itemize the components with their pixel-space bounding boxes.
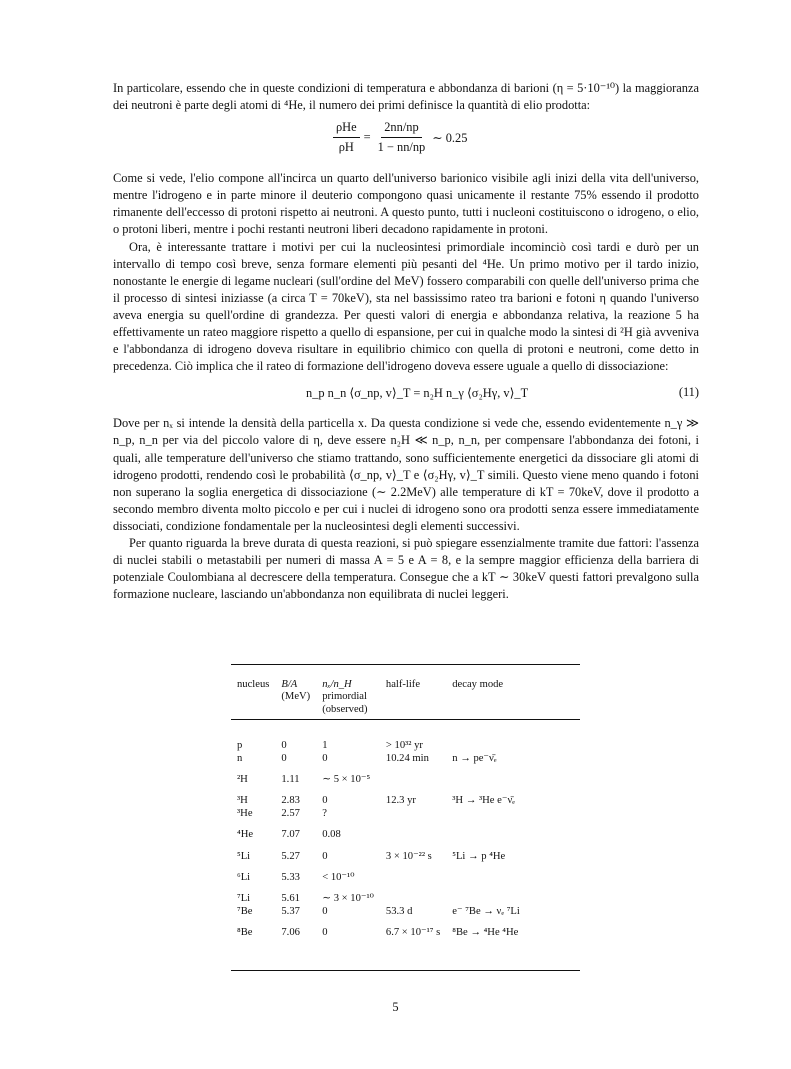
nuclei-table (231, 665, 526, 952)
cell-halflife: 3 × 10⁻²² s (385, 850, 432, 862)
fraction-neutrons (375, 120, 429, 155)
cell-nucleus: p (237, 740, 243, 752)
cell-halflife (380, 884, 446, 905)
cell-decay (446, 765, 526, 786)
cell-nucleus: ⁷Be (237, 905, 253, 917)
cell-ba: 7.07 (281, 829, 300, 841)
frac-den: ρH (338, 140, 354, 155)
header-halflife: half-life (385, 679, 421, 690)
header-nucleus: nucleus (237, 679, 270, 690)
cell-ba: 1.11 (281, 774, 300, 786)
cell-nucleus: ²H (237, 774, 248, 786)
paragraph-4: Dove per nₓ si intende la densità della particella x. Da questa condizione si vede che, essendo evidentemente n_γ ≫ n_p, n_n per via del piccolo valore di η, deve essere n₂H ≪ n_p, n_n, per compensare l'abbondanza dei fotoni, i quali, alle temperature dell'universo che stiamo trattando, sono sufficientemente energetici da dissociare gli atomi di idrogeno prodotti, rendendo così le probabilità ⟨σ_np, v⟩_T e ⟨σ₂Hγ, v⟩_T simili. Questo viene meno quando i fotoni non superano la soglia energetica di dissociazione (∼ 2.2MeV) alle temperature di kT = 70keV, dove il prodotto a secondo membro diventa molto piccolo e per cui i nuclei di idrogeno sono ora prodotti senza essere immediatamente dissociati, condizione fondamentale per la nucleosintesi degli elementi successivi. (113, 416, 699, 533)
cell-ba: 0 (281, 740, 287, 752)
cell-ratio: 0.08 (322, 829, 341, 841)
cell-ba: 5.27 (281, 850, 300, 862)
cell-ratio: 0 (322, 752, 328, 764)
cell-halflife (380, 863, 446, 884)
frac-num: ρHe (333, 120, 360, 138)
header-ratio (316, 665, 380, 730)
table-row (231, 730, 526, 752)
cell-ba: 0 (281, 752, 287, 764)
cell-nucleus: n (237, 752, 243, 764)
paragraph-1: In particolare, essendo che in queste condizioni di temperatura e abbondanza di barioni (η = 5·10⁻¹⁰) la maggioranza dei neutroni è parte degli atomi di ⁴He, il numero dei primi definisce la quantità di elio prodotta: (113, 81, 699, 113)
table-row (231, 786, 526, 807)
equation-body: n_p n_n ⟨σ_np, v⟩_T = n₂H n_γ ⟨σ₂Hγ, v⟩_T (306, 386, 529, 401)
table-row (231, 884, 526, 905)
fraction-density (333, 120, 360, 155)
table-row (231, 918, 526, 951)
cell-ratio: 0 (322, 927, 328, 939)
table-header-row (231, 665, 526, 730)
table-row (231, 765, 526, 786)
paragraph-2: Come si vede, l'elio compone all'incirca un quarto dell'universo barionico visibile agli inizi della vita dell'universo, mentre l'idrogeno e in parte minore il deuterio compongono quasi unicamente il restante 75% essendo il prodotto rimanente dell'eccesso di protoni rispetto ai neutroni. A questo punto, tutti i nucleoni costituiscono o idrogeno, o elio, o protoni liberi, mentre i pochi restanti neutroni liberi decadono rapidamente in protoni. (113, 171, 699, 237)
table-row (231, 753, 526, 765)
cell-ratio: 0 (322, 795, 328, 807)
cell-nucleus: ⁸Be (237, 927, 253, 939)
header-ba-line1: B/A (281, 679, 298, 690)
cell-decay: e⁻ ⁷Be → νₑ ⁷Li (452, 905, 520, 917)
cell-halflife (380, 820, 446, 841)
header-ratio-line1: nₓ/n_H (322, 679, 352, 690)
cell-decay (446, 863, 526, 884)
cell-halflife: 12.3 yr (385, 795, 416, 807)
cell-halflife: 6.7 × 10⁻¹⁷ s (385, 927, 441, 939)
header-decay: decay mode (452, 679, 504, 690)
cell-decay (446, 730, 526, 752)
table-row (231, 808, 526, 820)
cell-halflife: > 10³² yr (385, 740, 423, 752)
cell-ratio: ? (322, 807, 327, 819)
equation-number: (11) (678, 385, 699, 400)
header-ratio-line2: primordial (322, 691, 367, 703)
cell-halflife (380, 765, 446, 786)
cell-ratio: ∼ 3 × 10⁻¹⁰ (322, 893, 374, 905)
page-number: 5 (392, 1000, 399, 1014)
equation-helium-fraction: $\frac{\text{ρHe}}{\rho H}$ = $\frac{2nn/np}{1 - nn/np}$ ∼ 0.25 (113, 114, 699, 170)
cell-halflife (380, 808, 446, 820)
cell-ratio: ∼ 5 × 10⁻⁵ (322, 774, 371, 786)
cell-nucleus: ⁶Li (237, 872, 251, 884)
header-ratio-line3: (observed) (322, 703, 368, 715)
table-row (231, 906, 526, 918)
cell-ba: 5.37 (281, 905, 300, 917)
table-rule-bottom (231, 970, 580, 971)
table-row (231, 863, 526, 884)
cell-halflife: 10.24 min (385, 752, 429, 764)
cell-ratio: 0 (322, 905, 328, 917)
cell-nucleus: ⁴He (237, 829, 254, 841)
cell-ba: 2.83 (281, 795, 300, 807)
cell-decay (446, 808, 526, 820)
frac-num: 2nn/np (381, 120, 421, 138)
cell-ratio: 1 (322, 740, 328, 752)
equation-11 (113, 375, 699, 415)
cell-decay (446, 884, 526, 905)
paragraph-3: Ora, è interessante trattare i motivi per cui la nucleosintesi primordiale incominciò così tardi e durò per un intervallo di tempo così breve, senza formare elementi più pesanti del ⁴He. Un primo motivo per il tardo inizio, nonostante le energie di legame nucleari (sull'ordine del MeV) fossero comparabili con quelle dell'universo prima che il processo di sintesi iniziasse (a circa T = 70keV), sta nel bassissimo rateo tra barioni e fotoni η quando l'universo aveva energia su quell'ordine di grandezza. Per questi valori di energia e abbondanza relativa, la reazione 5 ha effettivamente un rateo maggiore rispetto a quello di espansione, per cui in qualche modo la sintesi di ²H già avveniva e l'abbondanza di idrogeno doveva risultare in equilibrio chimico con quella di protoni e neutroni, come detto in precedenza. Ciò implica che il rateo di formazione dell'idrogeno doveva essere uguale a quello di dissociazione: (113, 239, 699, 374)
page-body (113, 80, 699, 603)
cell-ratio: < 10⁻¹⁰ (322, 872, 355, 884)
cell-nucleus: ³He (237, 807, 253, 819)
cell-halflife: 53.3 d (385, 905, 413, 917)
cell-decay (446, 820, 526, 841)
header-ba-line2: (MeV) (281, 691, 311, 703)
cell-decay: ⁸Be → ⁴He ⁴He (452, 927, 519, 939)
table-row (231, 820, 526, 841)
cell-decay: ⁵Li → p ⁴He (452, 850, 506, 862)
cell-ba: 5.33 (281, 872, 300, 884)
equation-result: ∼ 0.25 (432, 130, 468, 145)
table-row (231, 842, 526, 863)
paragraph-5: Per quanto riguarda la breve durata di questa reazioni, si può spiegare essenzialmente tramite due fattori: l'assenza di nuclei stabili o metastabili per numeri di massa A = 5 e A = 8, e la sempre maggior efficienza della barriera di potenziale Coulombiana al decrescere della temperatura. Consegue che a kT ∼ 30keV questi fattori prevalgono sulla formazione nucleare, lasciando un'abbondanza non equilibrata di nuclei leggeri. (113, 535, 699, 602)
header-binding-energy (275, 665, 316, 730)
cell-ratio: 0 (322, 850, 328, 862)
cell-ba: 2.57 (281, 807, 300, 819)
cell-nucleus: ⁵Li (237, 850, 251, 862)
cell-decay: ³H → ³He e⁻ν̄ₑ (452, 795, 515, 807)
cell-ba: 5.61 (281, 893, 300, 905)
cell-decay: n → pe⁻ν̄ₑ (452, 752, 497, 764)
frac-den: 1 − nn/np (377, 140, 426, 155)
cell-ba: 7.06 (281, 927, 300, 939)
cell-nucleus: ⁷Li (237, 893, 251, 905)
cell-nucleus: ³H (237, 795, 248, 807)
